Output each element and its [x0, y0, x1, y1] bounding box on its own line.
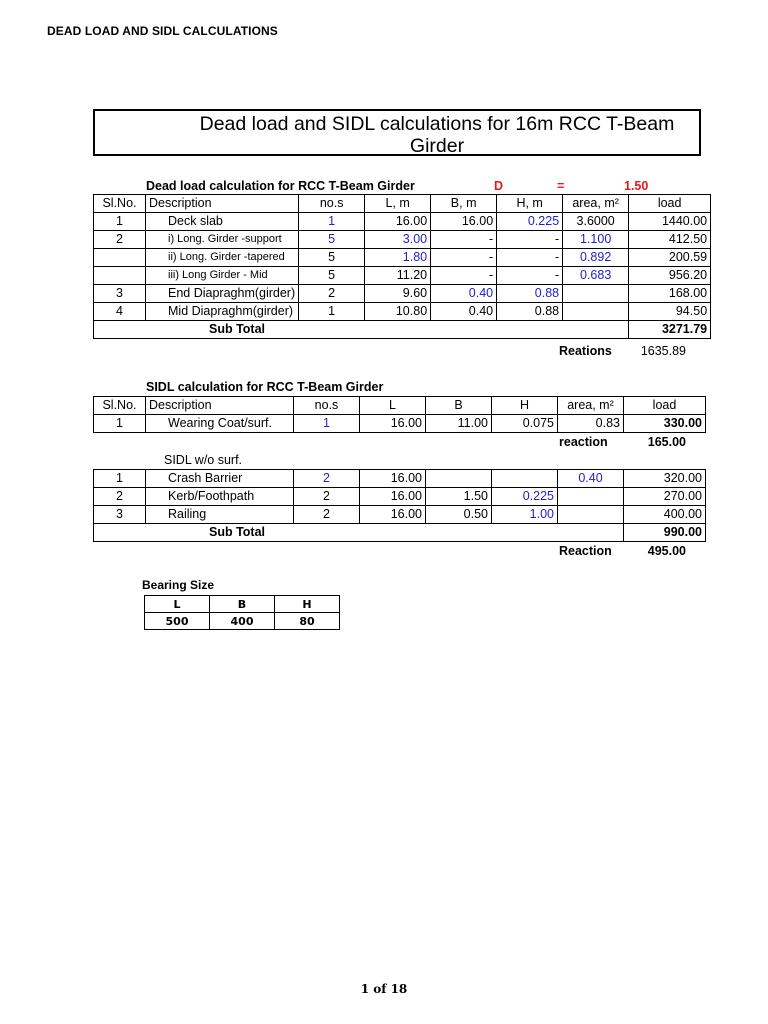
cell-area [558, 506, 624, 524]
d-label: D [494, 179, 504, 193]
cell-area: 0.683 [563, 267, 629, 285]
cell-area: 0.892 [563, 249, 629, 267]
table-row [94, 231, 711, 249]
cell-b: - [431, 231, 497, 249]
subtotal-value: 3271.79 [629, 321, 711, 339]
table-row [94, 470, 706, 488]
cell-desc: End Diapraghm(girder) [146, 285, 299, 303]
table-row [145, 613, 340, 630]
cell-sl: 2 [94, 488, 146, 506]
col-header: L, m [365, 195, 431, 213]
sidl-table [93, 469, 706, 542]
cell-h: 0.225 [492, 488, 558, 506]
cell-l: 16.00 [365, 213, 431, 231]
cell-l: 16.00 [360, 470, 426, 488]
subtotal-label: Sub Total [94, 524, 624, 542]
dead-load-heading: Dead load calculation for RCC T-Beam Girder [146, 179, 415, 193]
cell-l: 11.20 [365, 267, 431, 285]
cell-b: - [431, 249, 497, 267]
cell-l: 16.00 [360, 415, 426, 433]
bearing-b: 400 [210, 613, 275, 630]
table-row [94, 415, 706, 433]
reaction-label: Reations [559, 344, 612, 358]
cell-load: 168.00 [629, 285, 711, 303]
col-header: area, m² [563, 195, 629, 213]
cell-l: 16.00 [360, 488, 426, 506]
cell-sl [94, 267, 146, 285]
cell-b: - [431, 267, 497, 285]
cell-load: 956.20 [629, 267, 711, 285]
cell-l: 1.80 [365, 249, 431, 267]
cell-load: 200.59 [629, 249, 711, 267]
cell-sl: 3 [94, 285, 146, 303]
cell-l: 3.00 [365, 231, 431, 249]
cell-nos: 5 [299, 231, 365, 249]
col-header: no.s [299, 195, 365, 213]
title-box [93, 109, 701, 156]
cell-h: 0.075 [492, 415, 558, 433]
col-header: area, m² [558, 397, 624, 415]
cell-l: 16.00 [360, 506, 426, 524]
col-header: Description [146, 397, 294, 415]
cell-sl: 4 [94, 303, 146, 321]
surf-reaction-value: 165.00 [647, 435, 686, 449]
cell-area: 0.40 [558, 470, 624, 488]
cell-nos: 5 [299, 267, 365, 285]
col-header: no.s [294, 397, 360, 415]
reaction-value: 1635.89 [640, 344, 686, 358]
subtotal-label: Sub Total [94, 321, 629, 339]
bearing-table [144, 595, 340, 630]
cell-h [492, 470, 558, 488]
d-equals: = [557, 179, 565, 193]
cell-h: 0.88 [497, 303, 563, 321]
col-header: L [360, 397, 426, 415]
d-value: 1.50 [624, 179, 649, 193]
cell-desc: Crash Barrier [146, 470, 294, 488]
cell-desc: iii) Long Girder - Mid [146, 267, 299, 285]
cell-sl: 1 [94, 213, 146, 231]
cell-b [426, 470, 492, 488]
cell-sl: 2 [94, 231, 146, 249]
cell-desc: Railing [146, 506, 294, 524]
cell-area: 3.6000 [563, 213, 629, 231]
col-header: B [426, 397, 492, 415]
page-number: 1 of 18 [360, 982, 408, 996]
cell-h: - [497, 231, 563, 249]
cell-load: 320.00 [624, 470, 706, 488]
sidl-heading: SIDL calculation for RCC T-Beam Girder [146, 380, 384, 394]
col-header: H [275, 596, 340, 613]
cell-sl: 1 [94, 470, 146, 488]
cell-area: 0.83 [558, 415, 624, 433]
cell-b: 1.50 [426, 488, 492, 506]
cell-b: 0.50 [426, 506, 492, 524]
bearing-heading: Bearing Size [142, 578, 215, 592]
col-header: B [210, 596, 275, 613]
col-header: B, m [431, 195, 497, 213]
col-header: Sl.No. [94, 397, 146, 415]
cell-b: 0.40 [431, 285, 497, 303]
cell-h: - [497, 267, 563, 285]
cell-sl: 3 [94, 506, 146, 524]
subtotal-row [94, 524, 706, 542]
sidl-reaction-value: 495.00 [647, 544, 686, 558]
cell-nos: 1 [299, 213, 365, 231]
table-row [94, 285, 711, 303]
dead-load-table [93, 194, 711, 339]
col-header: Description [146, 195, 299, 213]
cell-desc: i) Long. Girder -support [146, 231, 299, 249]
table-header-row [94, 195, 711, 213]
cell-nos: 5 [299, 249, 365, 267]
cell-b: 11.00 [426, 415, 492, 433]
table-row [94, 213, 711, 231]
sidl-reaction-label: Reaction [559, 544, 612, 558]
cell-desc: ii) Long. Girder -tapered [146, 249, 299, 267]
cell-load: 270.00 [624, 488, 706, 506]
col-header: H, m [497, 195, 563, 213]
sidl-wo-surf-label: SIDL w/o surf. [164, 453, 243, 467]
cell-nos: 1 [294, 415, 360, 433]
table-row [94, 303, 711, 321]
table-header-row [145, 596, 340, 613]
cell-l: 9.60 [365, 285, 431, 303]
cell-area: 1.100 [563, 231, 629, 249]
bearing-h: 80 [275, 613, 340, 630]
subtotal-value: 990.00 [624, 524, 706, 542]
cell-load: 412.50 [629, 231, 711, 249]
cell-load: 1440.00 [629, 213, 711, 231]
cell-desc: Mid Diapraghm(girder) [146, 303, 299, 321]
cell-h: 0.88 [497, 285, 563, 303]
cell-nos: 2 [299, 285, 365, 303]
cell-b: 0.40 [431, 303, 497, 321]
cell-load: 330.00 [624, 415, 706, 433]
sidl-surf-table [93, 396, 706, 433]
page-header: DEAD LOAD AND SIDL CALCULATIONS [47, 24, 278, 38]
cell-h: - [497, 249, 563, 267]
surf-reaction-label: reaction [559, 435, 608, 449]
cell-l: 10.80 [365, 303, 431, 321]
col-header: L [145, 596, 210, 613]
table-row [94, 249, 711, 267]
cell-load: 400.00 [624, 506, 706, 524]
cell-nos: 2 [294, 470, 360, 488]
table-row [94, 506, 706, 524]
cell-sl [94, 249, 146, 267]
cell-area [563, 285, 629, 303]
cell-b: 16.00 [431, 213, 497, 231]
cell-h: 0.225 [497, 213, 563, 231]
cell-desc: Wearing Coat/surf. [146, 415, 294, 433]
col-header: Sl.No. [94, 195, 146, 213]
col-header: H [492, 397, 558, 415]
cell-load: 94.50 [629, 303, 711, 321]
cell-area [563, 303, 629, 321]
cell-area [558, 488, 624, 506]
table-header-row [94, 397, 706, 415]
cell-desc: Kerb/Foothpath [146, 488, 294, 506]
cell-desc: Deck slab [146, 213, 299, 231]
cell-h: 1.00 [492, 506, 558, 524]
col-header: load [629, 195, 711, 213]
cell-nos: 2 [294, 506, 360, 524]
cell-sl: 1 [94, 415, 146, 433]
col-header: load [624, 397, 706, 415]
table-row [94, 267, 711, 285]
cell-nos: 1 [299, 303, 365, 321]
subtotal-row [94, 321, 711, 339]
bearing-l: 500 [145, 613, 210, 630]
page-title: Dead load and SIDL calculations for 16m RCC T-Beam Girder [199, 113, 675, 157]
cell-nos: 2 [294, 488, 360, 506]
table-row [94, 488, 706, 506]
